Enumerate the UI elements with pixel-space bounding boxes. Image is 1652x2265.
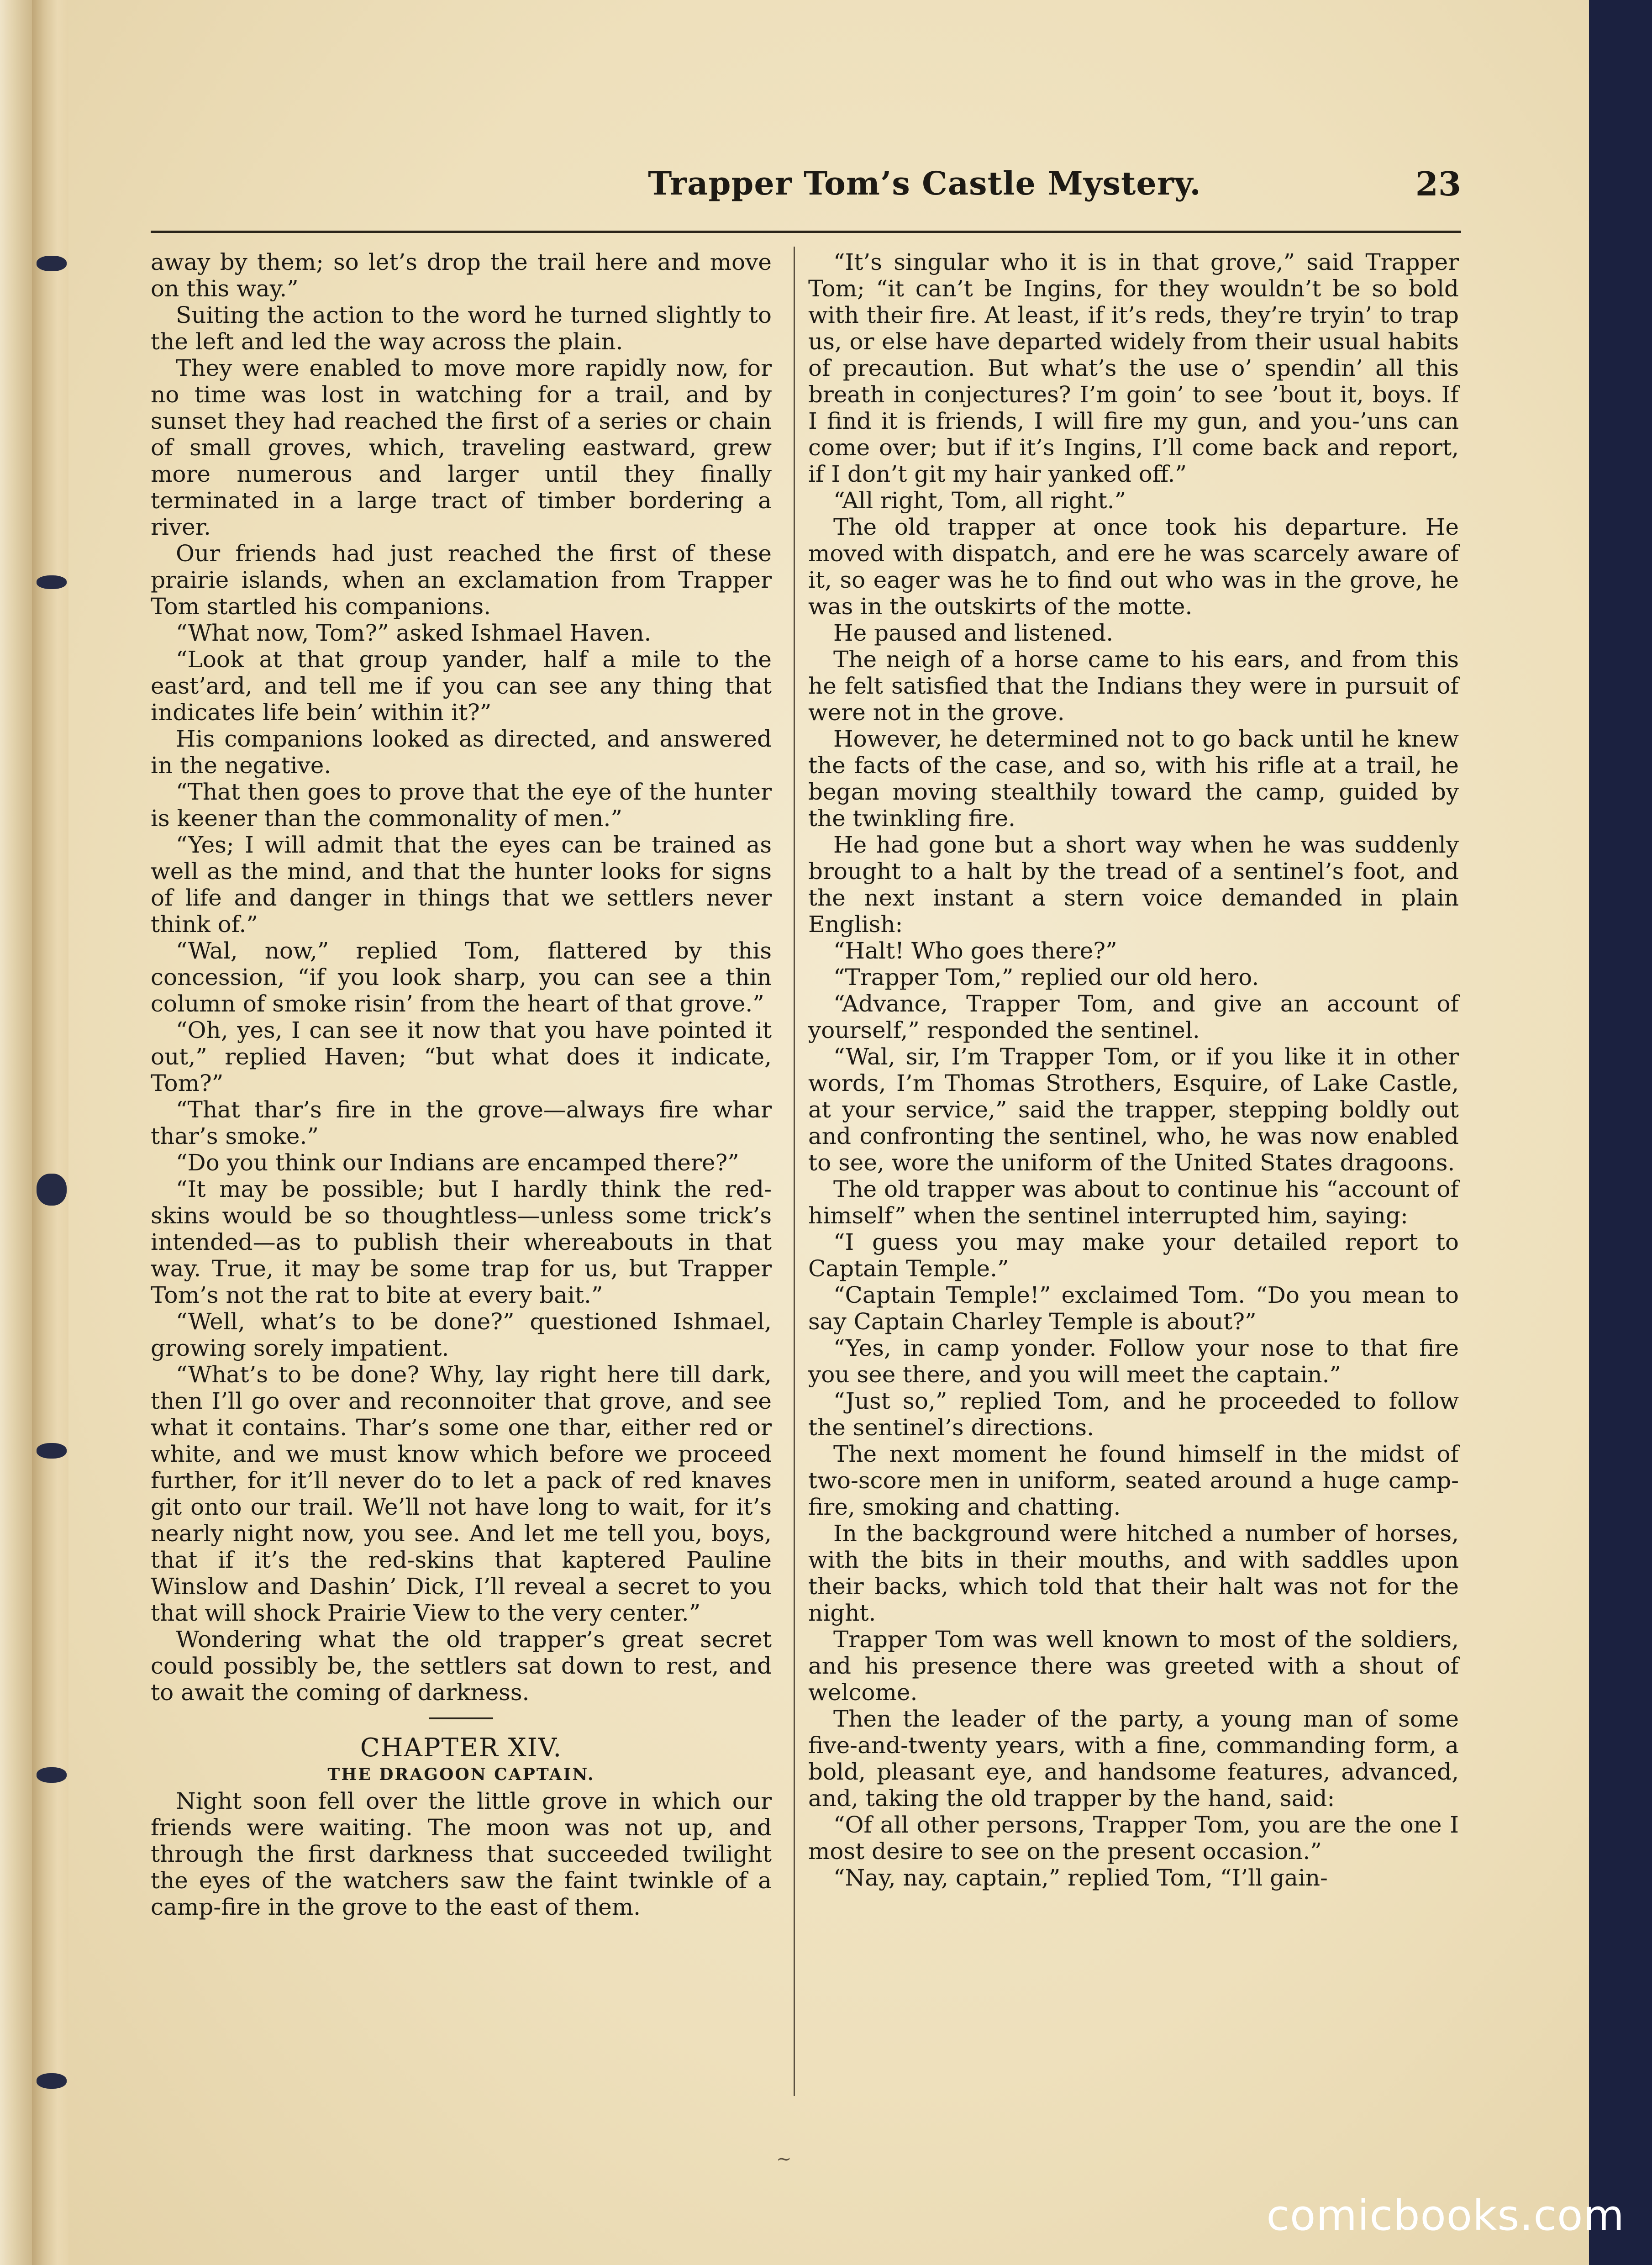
paragraph: Trapper Tom was well known to most of the soldiers, and his presence there was greeted with a shout of welcome. (808, 1626, 1459, 1706)
paragraph: He paused and listened. (833, 620, 1114, 646)
scan-background (1589, 0, 1652, 2265)
paragraph: The old trapper at once took his departure. He moved with dispatch, and ere he was scarcely aware of it, so eager was he to find out who was in the grove, he was in the outskirts of the motte. (808, 514, 1459, 620)
paragraph: They were enabled to move more rapidly now, for no time was lost in watching for a trail, and by sunset they had reached the first of a series or chain of small groves, which, traveling eastward, grew more numerous and larger until they finally terminated in a large tract of timber bordering a river. (151, 355, 772, 540)
paragraph: “Nay, nay, captain,” replied Tom, “I’ll gain- (833, 1865, 1328, 1891)
paragraph: In the background were hitched a number of horses, with the bits in their mouths, and with saddles upon their backs, which told that their halt was not for the night. (808, 1520, 1459, 1626)
column-divider (794, 247, 795, 2096)
paragraph: “Trapper Tom,” replied our old hero. (833, 964, 1259, 990)
paragraph: “Oh, yes, I can see it now that you have pointed it out,” replied Haven; “but what does it indicate, Tom?” (151, 1017, 772, 1096)
paragraph: The next moment he found himself in the midst of two-score men in uniform, seated around a huge camp-fire, smoking and chatting. (808, 1441, 1459, 1520)
paragraph: “Of all other persons, Trapper Tom, you are the one I most desire to see on the present occasion.” (808, 1812, 1459, 1865)
paragraph: away by them; so let’s drop the trail here and move on this way.” (151, 249, 772, 302)
book-page (68, 0, 1589, 2265)
paragraph: “What now, Tom?” asked Ishmael Haven. (176, 620, 652, 646)
chapter-subtitle: THE DRAGOON CAPTAIN. (327, 1765, 595, 1784)
binding-hole (37, 1174, 67, 1206)
paragraph: Then the leader of the party, a young man of some five-and-twenty years, with a fine, commanding form, a bold, pleasant eye, and handsome features, advanced, and, taking the old trapper by the hand, said: (808, 1706, 1459, 1812)
paragraph: “What’s to be done? Why, lay right here till dark, then I’ll go over and reconnoiter that grove, and see what it contains. Thar’s some one thar, either red or white, and we must know which before we proceed further, for it’ll never do to let a pack of red knaves git onto our trail. We’ll not have long to wait, for it’s nearly night now, you see. And let me tell you, boys, that if it’s the red-skins that kaptered Pauline Winslow and Dashin’ Dick, I’ll reveal a secret to you that will shock Prairie View to the very center.” (151, 1361, 772, 1626)
paragraph: “Well, what’s to be done?” questioned Ishmael, growing sorely impatient. (151, 1308, 772, 1361)
paragraph: “I guess you may make your detailed report to Captain Temple.” (808, 1229, 1459, 1282)
paragraph: “All right, Tom, all right.” (833, 487, 1126, 514)
paragraph: The neigh of a horse came to his ears, and from this he felt satisfied that the Indians they were in pursuit of were not in the grove. (808, 646, 1459, 726)
binding-hole (37, 2073, 67, 2089)
paragraph: “That thar’s fire in the grove—always fire whar thar’s smoke.” (151, 1096, 772, 1149)
paragraph: “It’s singular who it is in that grove,” said Trapper Tom; “it can’t be Ingins, for they wouldn’t be so bold with their fire. At least, if it’s reds, they’re tryin’ to trap us, or else have departed widely from their usual habits of precaution. But what’s the use o’ spendin’ all this breath in conjectures? I’m goin’ to see ’bout it, boys. If I find it is friends, I will fire my gun, and you-’uns can come over; but if it’s Ingins, I’ll come back and report, if I don’t git my hair yanked off.” (808, 249, 1459, 487)
paragraph: “Wal, sir, I’m Trapper Tom, or if you like it in other words, I’m Thomas Strothers, Esquire, of Lake Castle, at your service,” said the trapper, stepping boldly out and confronting the sentinel, who, he was now enabled to see, wore the uniform of the United States dragoons. (808, 1043, 1459, 1176)
paragraph: “Do you think our Indians are encamped there?” (176, 1149, 739, 1176)
binding-hole (37, 1443, 67, 1459)
paragraph: “Advance, Trapper Tom, and give an account of yourself,” responded the sentinel. (808, 990, 1459, 1043)
paragraph: Wondering what the old trapper’s great secret could possibly be, the settlers sat down to rest, and to await the coming of darkness. (151, 1626, 772, 1706)
watermark: comicbooks.com (1266, 2191, 1625, 2240)
right-column-text (808, 249, 1459, 1891)
footer-mark: ~ (776, 2149, 792, 2170)
paragraph: His companions looked as directed, and answered in the negative. (151, 726, 772, 779)
binding-hole (37, 1767, 67, 1783)
binding-hole (37, 575, 67, 589)
left-column-text (151, 249, 772, 1706)
header-rule (151, 231, 1461, 233)
running-title: Trapper Tom’s Castle Mystery. (648, 164, 1201, 202)
paragraph: “Yes, in camp yonder. Follow your nose to that fire you see there, and you will meet the captain.” (808, 1335, 1459, 1388)
left-column (151, 249, 772, 1920)
paragraph: The old trapper was about to continue his “account of himself” when the sentinel interrupted him, saying: (808, 1176, 1459, 1229)
book-spine (32, 0, 68, 2265)
paragraph: He had gone but a short way when he was suddenly brought to a halt by the tread of a sentinel’s foot, and the next instant a stern voice demanded in plain English: (808, 832, 1459, 938)
paragraph: “Captain Temple!” exclaimed Tom. “Do you mean to say Captain Charley Temple is about?” (808, 1282, 1459, 1335)
paragraph: Suiting the action to the word he turned slightly to the left and led the way across the plain. (151, 302, 772, 355)
paragraph: “That then goes to prove that the eye of the hunter is keener than the commonality of men.” (151, 779, 772, 832)
paragraph: However, he determined not to go back until he knew the facts of the case, and so, with his rifle at a trail, he began moving stealthily toward the camp, guided by the twinkling fire. (808, 726, 1459, 832)
paragraph: “Wal, now,” replied Tom, flattered by this concession, “if you look sharp, you can see a thin column of smoke risin’ from the heart of that grove.” (151, 938, 772, 1017)
scan-edge (0, 0, 32, 2265)
chapter-title: CHAPTER XIV. (360, 1733, 563, 1763)
chapter-opening-paragraph: Night soon fell over the little grove in which our friends were waiting. The moon was not up, and through the first darkness that succeeded twilight the eyes of the watchers saw the faint twinkle of a camp-fire in the grove to the east of them. (151, 1788, 772, 1920)
page-number: 23 (1415, 164, 1461, 203)
chapter-divider (429, 1717, 493, 1719)
paragraph: “Halt! Who goes there?” (833, 938, 1117, 964)
paragraph: Our friends had just reached the first of these prairie islands, when an exclamation from Trapper Tom startled his companions. (151, 540, 772, 620)
right-column (808, 249, 1459, 1891)
page-header (151, 164, 1461, 210)
paragraph: “It may be possible; but I hardly think the red-skins would be so thoughtless—unless some trick’s intended—as to publish their whereabouts in that way. True, it may be some trap for us, but Trapper Tom’s not the rat to bite at every bait.” (151, 1176, 772, 1308)
paragraph: “Just so,” replied Tom, and he proceeded to follow the sentinel’s directions. (808, 1388, 1459, 1441)
paragraph: “Yes; I will admit that the eyes can be trained as well as the mind, and that the hunter looks for signs of life and danger in things that we settlers never think of.” (151, 832, 772, 938)
paragraph: “Look at that group yander, half a mile to the east’ard, and tell me if you can see any thing that indicates life bein’ within it?” (151, 646, 772, 726)
binding-hole (37, 256, 67, 271)
